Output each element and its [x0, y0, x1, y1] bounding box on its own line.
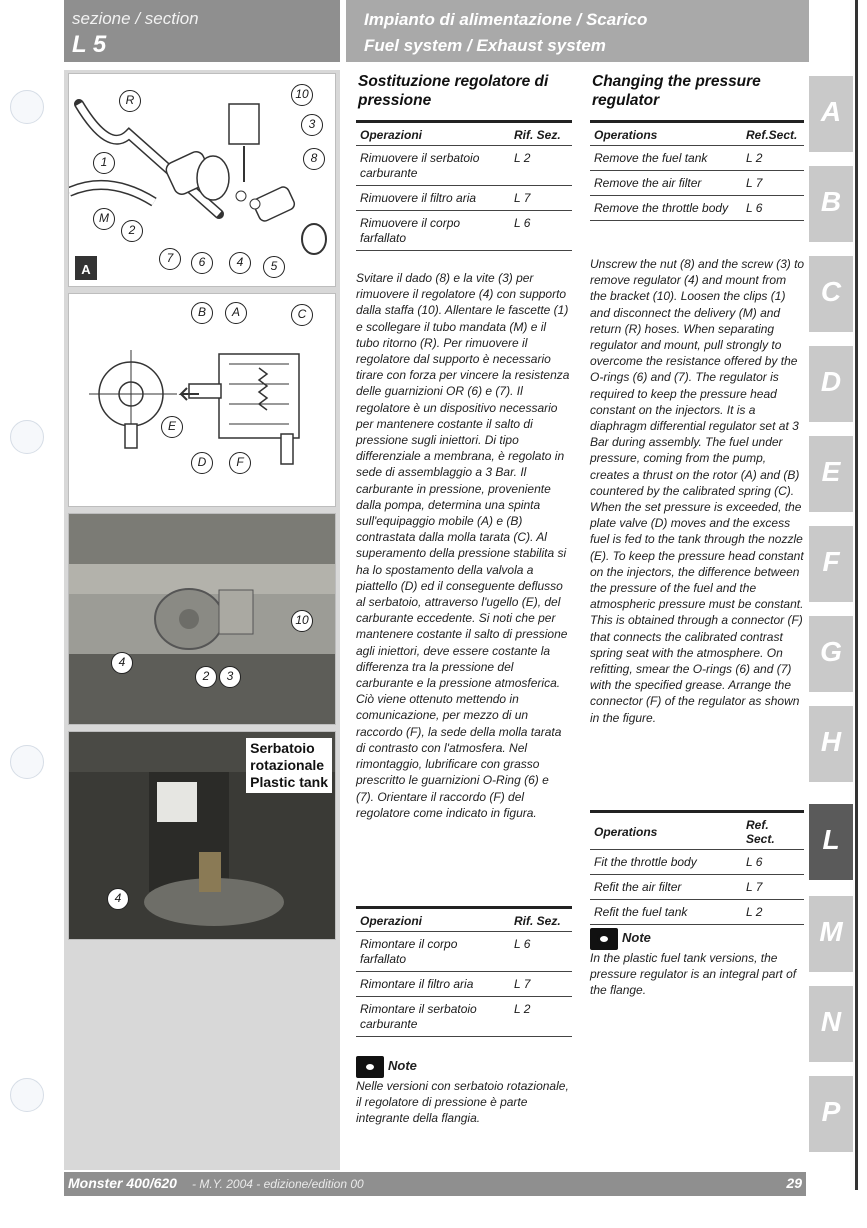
table-row	[356, 211, 572, 251]
body-italian: Svitare il dado (8) e la vite (3) per rimuovere il regolatore (4) con supporto dalla staffa (10). Allentare le fascette (1) e scollegare il tubo mandata (M) e il tubo ritorno (R). Per rimuovere il regolatore dal supporto è necessario tirare con forza per vincere la resistenza delle guarnizioni OR (6) e (7). Il regolatore è un dispositivo necessario per mantenere costante il salto di pressione sugli iniettori. Di tipo differenziale a membrana, è regolato in sede di assemblaggio a 3 Bar. Il carburante in pressione, proveniente dalla pompa, determina una spinta sull'equipaggio mobile (A) e (B) contrastata dalla molla tarata (C). Al superamento della pressione stabilita si ha lo spostamento della valvola a piattello (D) ed il conseguente deflusso al serbatoio, attraverso l'ugello (E), del carburante eccedente. Si noti che per mantenere costante il salto di pressione agli iniettori, deve essere costante la differenza tra la pressione del carburante e la pressione atmosferica. Ciò viene ottenuto mettendo in comunicazione, per mezzo di un raccordo (F), la sede della molla tarata di contrasto con l'atmosfera. Nel rimontaggio, lubrificare con grasso prescritto le guarnizioni O-Ring (6) e (7). Orientare il raccordo (F) del regolatore come indicato in figura.	[356, 271, 570, 820]
ref-cell: L 2	[510, 146, 572, 186]
op-cell: Remove the air filter	[590, 171, 742, 196]
tab-l[interactable]	[809, 804, 853, 880]
tab-p[interactable]	[809, 1076, 853, 1152]
ops-table-it-refit	[356, 906, 572, 1037]
tank-label-line-2: rotazionale	[250, 757, 325, 773]
note-text: In the plastic fuel tank versions, the pressure regulator is an integral part of the flange.	[590, 951, 797, 998]
col-operations: Operazioni	[356, 908, 510, 932]
binder-hole	[10, 90, 44, 124]
callout-4: 4	[107, 888, 129, 910]
callout-4: 4	[229, 252, 251, 274]
tab-c[interactable]	[809, 256, 853, 332]
callout-3: 3	[301, 114, 323, 136]
col-ref: Ref. Sect.	[742, 812, 804, 850]
tank-label-line-1: Serbatoio	[250, 740, 315, 756]
ref-cell: L 2	[742, 146, 804, 171]
tab-b[interactable]	[809, 166, 853, 242]
tab-a[interactable]	[809, 76, 853, 152]
table-row	[356, 932, 572, 972]
ops-table-en-remove	[590, 120, 804, 221]
tab-label: B	[820, 186, 842, 217]
col-operations: Operations	[590, 122, 742, 146]
table-row	[590, 900, 804, 925]
ops-table-it-remove	[356, 120, 572, 251]
binder-hole	[10, 745, 44, 779]
op-cell: Rimuovere il serbatoio carburante	[356, 146, 510, 186]
page-edge	[855, 0, 858, 1190]
table-row	[356, 997, 572, 1037]
callout-2: 2	[195, 666, 217, 688]
col-operations: Operations	[590, 812, 742, 850]
chapter-title-en: Fuel system / Exhaust system	[364, 36, 606, 55]
note-text: Nelle versioni con serbatoio rotazionale, il regolatore di pressione è parte integrante della flangia.	[356, 1079, 569, 1126]
table-row	[590, 875, 804, 900]
callout-r: R	[119, 90, 141, 112]
eye-icon	[590, 928, 618, 950]
footer-edition: - M.Y. 2004 - edizione/edition 00	[192, 1177, 364, 1191]
tab-m[interactable]	[809, 896, 853, 972]
ref-cell: L 7	[510, 186, 572, 211]
tab-label: E	[821, 456, 841, 487]
section-diagram	[68, 293, 336, 507]
tab-n[interactable]	[809, 986, 853, 1062]
ref-cell: L 6	[742, 850, 804, 875]
plastic-tank-photo	[68, 731, 336, 940]
ref-cell: L 6	[510, 932, 572, 972]
ref-cell: L 6	[742, 196, 804, 221]
section-header	[64, 0, 340, 62]
note-title: Note	[388, 1058, 417, 1074]
ref-cell: L 7	[742, 875, 804, 900]
callout-e: E	[161, 416, 183, 438]
chapter-header	[346, 0, 809, 62]
section-label: sezione / section	[72, 9, 199, 28]
tab-label: F	[822, 546, 840, 577]
tank-label-line-3: Plastic tank	[250, 774, 328, 790]
eye-icon	[356, 1056, 384, 1078]
note-italian	[356, 1056, 570, 1127]
callout-3: 3	[219, 666, 241, 688]
callout-6: 6	[191, 252, 213, 274]
tab-label: N	[820, 1006, 842, 1037]
callout-2: 2	[121, 220, 143, 242]
op-cell: Rimontare il filtro aria	[356, 972, 510, 997]
ref-cell: L 6	[510, 211, 572, 251]
footer	[64, 1172, 806, 1196]
callout-a: A	[225, 302, 247, 324]
tab-d[interactable]	[809, 346, 853, 422]
tank-label	[246, 738, 332, 793]
table-row	[590, 171, 804, 196]
callout-8: 8	[303, 148, 325, 170]
callout-b: B	[191, 302, 213, 324]
tab-label: M	[819, 916, 843, 947]
tab-label: H	[820, 726, 842, 757]
tab-f[interactable]	[809, 526, 853, 602]
col-operations: Operazioni	[356, 122, 510, 146]
callout-d: D	[191, 452, 213, 474]
section-code: L 5	[72, 31, 107, 58]
col-ref: Rif. Sez.	[510, 122, 572, 146]
svg-text:A: A	[81, 262, 91, 277]
op-cell: Remove the throttle body	[590, 196, 742, 221]
tab-label: A	[820, 96, 842, 127]
op-cell: Fit the throttle body	[590, 850, 742, 875]
table-row	[590, 146, 804, 171]
ref-cell: L 2	[742, 900, 804, 925]
callout-m: M	[93, 208, 115, 230]
table-row	[356, 186, 572, 211]
ref-cell: L 7	[510, 972, 572, 997]
tab-h[interactable]	[809, 706, 853, 782]
callout-10: 10	[291, 610, 313, 632]
body-english: Unscrew the nut (8) and the screw (3) to remove regulator (4) and mount from the bracket (10). Loosen the clips (1) and disconnect the delivery (M) and return (R) hoses. When separating regulator and mount, pull strongly to overcome the resistance offered by the O-rings (6) and (7). The regulator is required to keep the pressure head constant on the injectors. It is a diaphragm differential regulator set at 3 Bar during assembly. The fuel under pressure, coming from the pump, creates a thrust on the rotor (A) and (B) countered by the calibrated spring (C). When the set pressure is exceeded, the plate valve (D) moves and the excess fuel is fed to the tank through the nozzle (E). To keep the pressure head constant on the injectors, the difference between the pressure of the fuel and the atmospheric pressure must be constant. This is obtained through a connector (F) that connects the calibrated contrast spring seat with the atmosphere. On refitting, smear the O-rings (6) and (7) with the specified grease. Arrange the connector (F) of the regulator as shown in the figure.	[590, 257, 805, 725]
callout-1: 1	[93, 152, 115, 174]
tab-label: C	[820, 276, 842, 307]
callout-f: F	[229, 452, 251, 474]
table-row	[356, 146, 572, 186]
page-number: 29	[786, 1175, 802, 1191]
tab-label: L	[822, 824, 840, 855]
installed-photo	[68, 513, 336, 725]
footer-model: Monster 400/620	[68, 1175, 177, 1191]
op-cell: Remove the fuel tank	[590, 146, 742, 171]
note-english	[590, 928, 804, 999]
op-cell: Rimuovere il filtro aria	[356, 186, 510, 211]
exploded-diagram	[68, 73, 336, 287]
col-ref: Ref.Sect.	[742, 122, 804, 146]
tab-e[interactable]	[809, 436, 853, 512]
table-row	[590, 850, 804, 875]
chapter-title-it: Impianto di alimentazione / Scarico	[364, 10, 648, 29]
op-cell: Refit the fuel tank	[590, 900, 742, 925]
col-ref: Rif. Sez.	[510, 908, 572, 932]
op-cell: Rimontare il corpo farfallato	[356, 932, 510, 972]
op-cell: Rimuovere il corpo farfallato	[356, 211, 510, 251]
table-row	[590, 196, 804, 221]
binder-hole	[10, 1078, 44, 1112]
callout-10: 10	[291, 84, 313, 106]
ref-cell: L 2	[510, 997, 572, 1037]
callout-4: 4	[111, 652, 133, 674]
tab-label: G	[820, 636, 842, 667]
tab-label: P	[821, 1096, 841, 1127]
tab-label: D	[820, 366, 842, 397]
callout-7: 7	[159, 248, 181, 270]
ops-table-en-refit	[590, 810, 804, 925]
callout-c: C	[291, 304, 313, 326]
ref-cell: L 7	[742, 171, 804, 196]
callout-5: 5	[263, 256, 285, 278]
tab-g[interactable]	[809, 616, 853, 692]
table-row	[356, 972, 572, 997]
title-italian: Sostituzione regolatore di pressione	[358, 73, 549, 109]
note-title: Note	[622, 930, 651, 946]
title-english: Changing the pressure regulator	[592, 73, 761, 109]
section-diagram-drawing	[69, 294, 335, 506]
binder-hole	[10, 420, 44, 454]
op-cell: Refit the air filter	[590, 875, 742, 900]
op-cell: Rimontare il serbatoio carburante	[356, 997, 510, 1037]
